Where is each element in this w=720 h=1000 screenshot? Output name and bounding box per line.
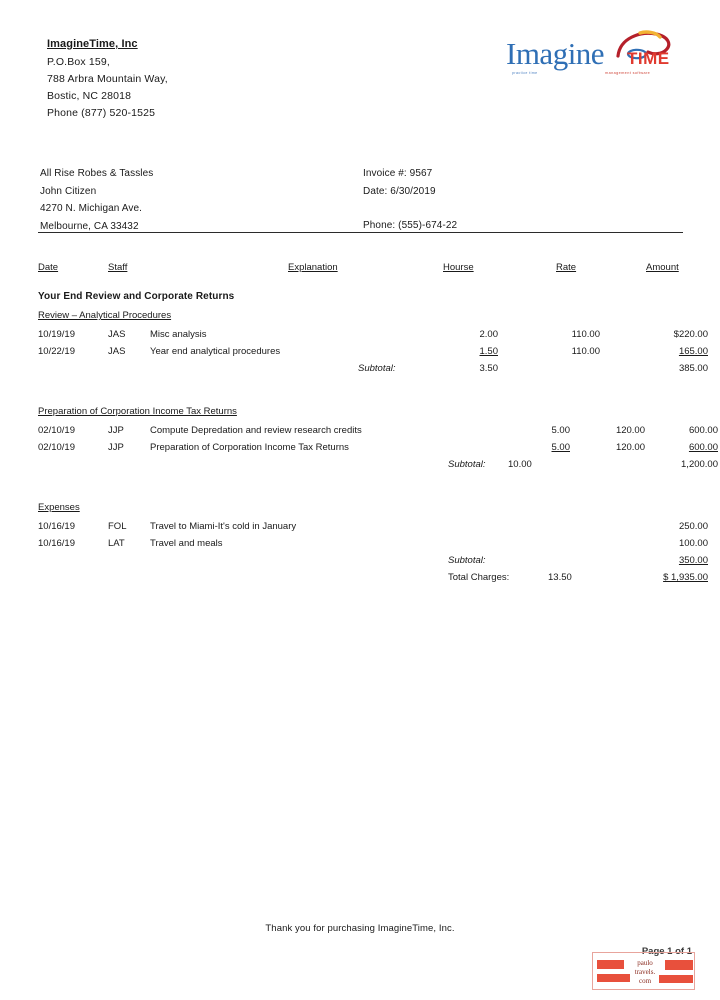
- company-phone: Phone (877) 520-1525: [47, 107, 156, 119]
- watermark-bar-left-top: [597, 960, 624, 969]
- section-subtitle: Expenses: [38, 502, 80, 513]
- row-staff: JJP: [108, 442, 124, 453]
- row-explanation: Preparation of Corporation Income Tax Returns: [150, 442, 349, 453]
- invoice-date: Date: 6/30/2019: [363, 185, 436, 197]
- row-hours: 5.00: [551, 442, 570, 453]
- watermark-bar-right-top: [665, 960, 693, 970]
- total-charges-hours: 13.50: [548, 572, 572, 583]
- subtotal-label: Subtotal:: [448, 555, 486, 566]
- watermark-line-1: paulo: [637, 959, 653, 967]
- header-gap: [38, 284, 683, 291]
- row-amount: 600.00: [688, 425, 718, 436]
- watermark-paulo-travels: [592, 952, 695, 990]
- bill-to-block: [40, 165, 153, 235]
- row-explanation: Travel and meals: [150, 538, 223, 549]
- company-address-line-2: 788 Arbra Mountain Way,: [47, 73, 168, 85]
- subtotal-hours: 3.50: [479, 363, 498, 374]
- total-charges-amount: $ 1,935.00: [663, 572, 708, 583]
- watermark-line-3: com: [638, 977, 652, 985]
- bill-to-street: 4270 N. Michigan Ave.: [40, 203, 142, 214]
- row-date: 10/16/19: [38, 538, 75, 549]
- subtotal-amount: 385.00: [678, 363, 708, 374]
- row-explanation: Compute Depredation and review research credits: [150, 425, 362, 436]
- total-charges-label: Total Charges:: [448, 572, 510, 583]
- subtotal-row: [38, 459, 718, 476]
- header-divider: [38, 232, 683, 233]
- row-rate: 120.00: [615, 442, 645, 453]
- watermark-text: [624, 959, 666, 986]
- line-items-table: [38, 262, 718, 589]
- row-explanation: Misc analysis: [150, 329, 207, 340]
- subtotal-row: [38, 555, 708, 572]
- row-amount: 600.00: [688, 442, 718, 453]
- header-staff: Staff: [108, 262, 128, 273]
- row-amount: $220.00: [673, 329, 708, 340]
- bill-to-city: Melbourne, CA 33432: [40, 220, 139, 232]
- logo-wordmark: Imagine: [506, 36, 605, 71]
- table-row: [38, 329, 708, 346]
- table-header-row: [38, 262, 683, 284]
- row-explanation: Year end analytical procedures: [150, 346, 281, 357]
- row-date: 02/10/19: [38, 425, 75, 436]
- row-hours: 1.50: [479, 346, 498, 357]
- section-subtitle: Review – Analytical Procedures: [38, 310, 172, 321]
- row-staff: LAT: [108, 538, 125, 549]
- section-gap: [38, 380, 683, 406]
- header-explanation: Explanation: [288, 262, 338, 273]
- logo-time-text: TIME: [627, 49, 670, 68]
- section-gap: [38, 476, 683, 502]
- row-amount: 250.00: [678, 521, 708, 532]
- subtotal-label: Subtotal:: [448, 459, 486, 470]
- row-rate: 110.00: [571, 329, 600, 340]
- footer-thank-you: Thank you for purchasing ImagineTime, Inc.: [265, 923, 455, 934]
- subtotal-label: Subtotal:: [358, 363, 396, 374]
- header-hours: Hourse: [443, 262, 474, 273]
- section-corporate-returns: [38, 291, 708, 380]
- row-explanation: Travel to Miami-It's cold in January: [150, 521, 297, 532]
- header-date: Date: [38, 262, 59, 273]
- imaginetime-logo: [502, 30, 692, 82]
- company-address-line-1: P.O.Box 159,: [47, 56, 110, 68]
- row-rate: 120.00: [615, 425, 645, 436]
- watermark-line-2: travels.: [634, 968, 656, 976]
- subtotal-hours: 10.00: [508, 459, 532, 470]
- section-subtitle: Preparation of Corporation Income Tax Returns: [38, 406, 237, 417]
- row-date: 10/22/19: [38, 346, 75, 357]
- header-rate: Rate: [556, 262, 577, 273]
- bill-to-company: All Rise Robes & Tassles: [40, 168, 154, 179]
- section-expenses: [38, 502, 708, 589]
- bill-to-contact: John Citizen: [40, 185, 97, 197]
- table-row: [38, 538, 708, 555]
- subtotal-amount: 350.00: [678, 555, 708, 566]
- invoice-number: Invoice #: 9567: [363, 168, 433, 179]
- row-staff: FOL: [108, 521, 127, 532]
- section-income-tax-returns: [38, 406, 718, 476]
- logo-tagline-left: practice time: [512, 71, 538, 75]
- row-staff: JAS: [108, 346, 126, 357]
- total-charges-row: [38, 572, 708, 589]
- page-number: Page 1 of 1: [641, 946, 692, 957]
- row-date: 10/19/19: [38, 329, 75, 340]
- row-date: 10/16/19: [38, 521, 75, 532]
- company-address-line-3: Bostic, NC 28018: [47, 90, 132, 102]
- company-name: ImagineTime, Inc: [47, 38, 138, 50]
- company-info-block: [47, 36, 168, 122]
- table-row: [38, 442, 718, 459]
- row-hours: 5.00: [551, 425, 570, 436]
- table-row: [38, 346, 708, 363]
- row-amount: 100.00: [678, 538, 708, 549]
- row-amount: 165.00: [678, 346, 708, 357]
- meta-spacer: [363, 200, 457, 217]
- logo-tagline-right: management software: [605, 71, 651, 75]
- invoice-phone: Phone: (555)-674-22: [363, 220, 458, 231]
- row-rate: 110.00: [571, 346, 600, 357]
- table-row: [38, 425, 718, 442]
- subtotal-row: [38, 363, 708, 380]
- subtotal-amount: 1,200.00: [681, 459, 718, 470]
- row-staff: JJP: [108, 425, 124, 436]
- row-hours: 2.00: [479, 329, 498, 340]
- row-date: 02/10/19: [38, 442, 75, 453]
- table-row: [38, 521, 708, 538]
- invoice-meta-block: [363, 165, 457, 235]
- row-staff: JAS: [108, 329, 126, 340]
- section-title: Your End Review and Corporate Returns: [38, 291, 235, 302]
- header-amount: Amount: [646, 262, 679, 273]
